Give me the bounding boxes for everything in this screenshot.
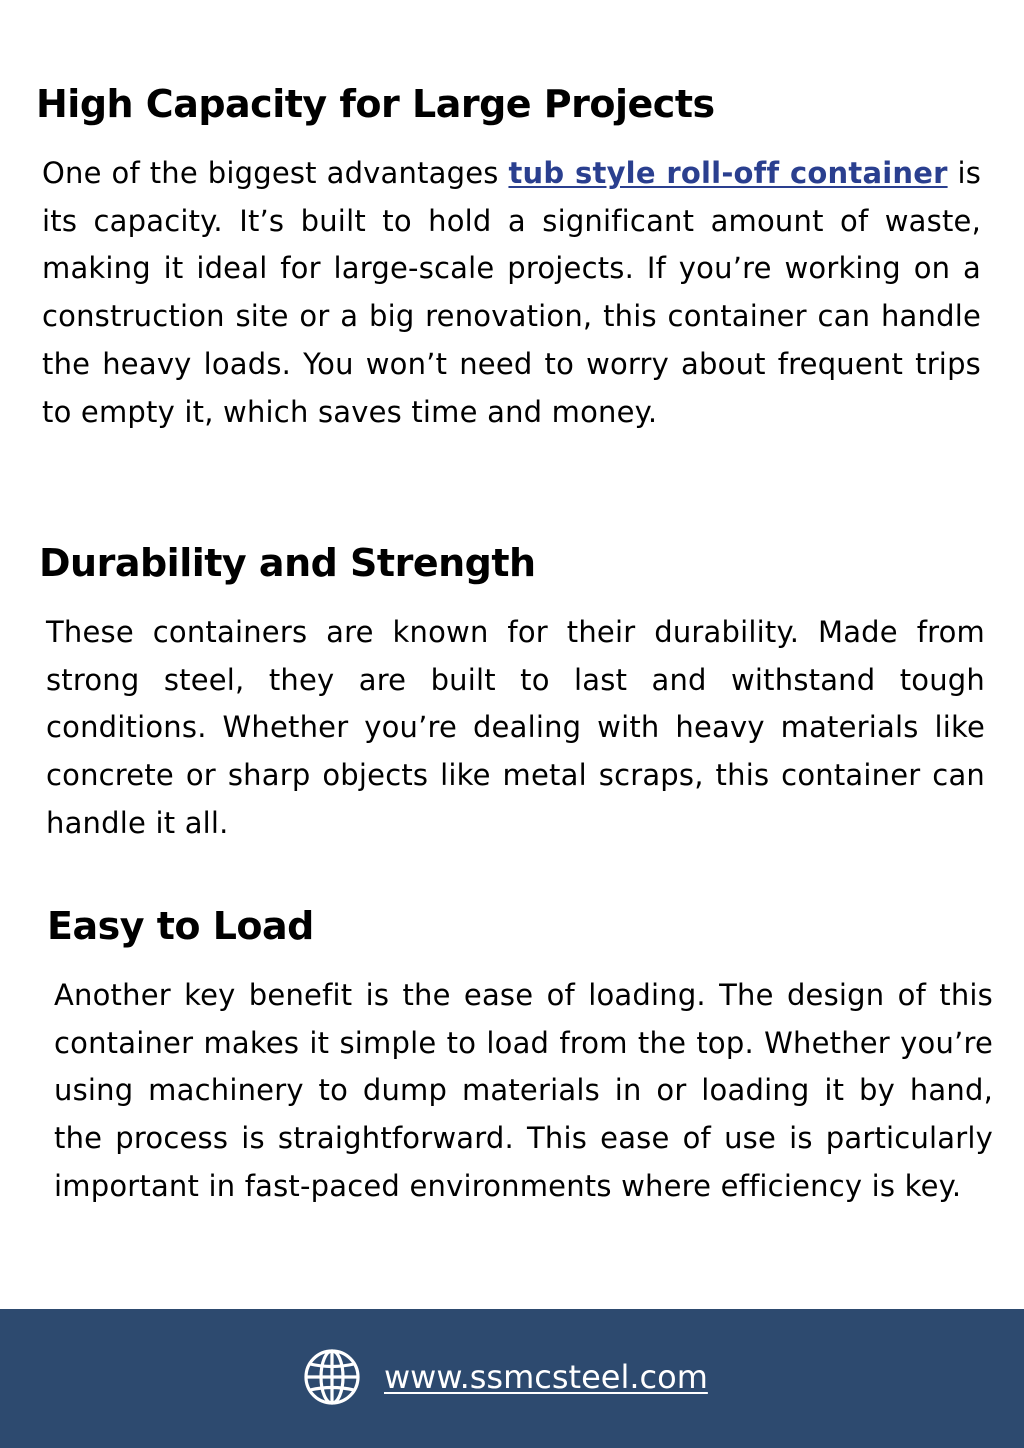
paragraph-text-before-link: One of the biggest advantages — [42, 156, 509, 190]
paragraph-high-capacity — [42, 150, 981, 436]
website-link[interactable]: www.ssmcsteel.com — [384, 1358, 708, 1396]
footer-website — [302, 1346, 708, 1408]
heading-durability: Durability and Strength — [39, 541, 536, 585]
globe-icon — [302, 1347, 362, 1407]
paragraph-easy-to-load: Another key benefit is the ease of loading. The design of this container makes it simple to load from the top. Whether you’re using machinery to dump materials in or loading it by hand, the process is straightforward. This ease of use is particularly important in fast-paced environments where efficiency is key. — [54, 978, 993, 1203]
tub-style-roll-off-container-link[interactable]: tub style roll-off container — [508, 156, 948, 190]
heading-easy-to-load: Easy to Load — [47, 904, 314, 948]
paragraph-text-after-link: is its capacity. It’s built to hold a significant amount of waste, making it ideal for large-scale projects. If you’re working on a construction site or a big renovation, this container can handle the heavy loads. You won’t need to worry about frequent trips to empty it, which saves time and money. — [42, 156, 982, 429]
paragraph-durability: These containers are known for their durability. Made from strong steel, they are built to last and withstand tough conditions. Whether you’re dealing with heavy materials like concrete or sharp objects like metal scraps, this container can handle it all. — [46, 615, 985, 840]
heading-high-capacity: High Capacity for Large Projects — [36, 82, 715, 126]
footer-bar — [0, 1309, 1024, 1448]
